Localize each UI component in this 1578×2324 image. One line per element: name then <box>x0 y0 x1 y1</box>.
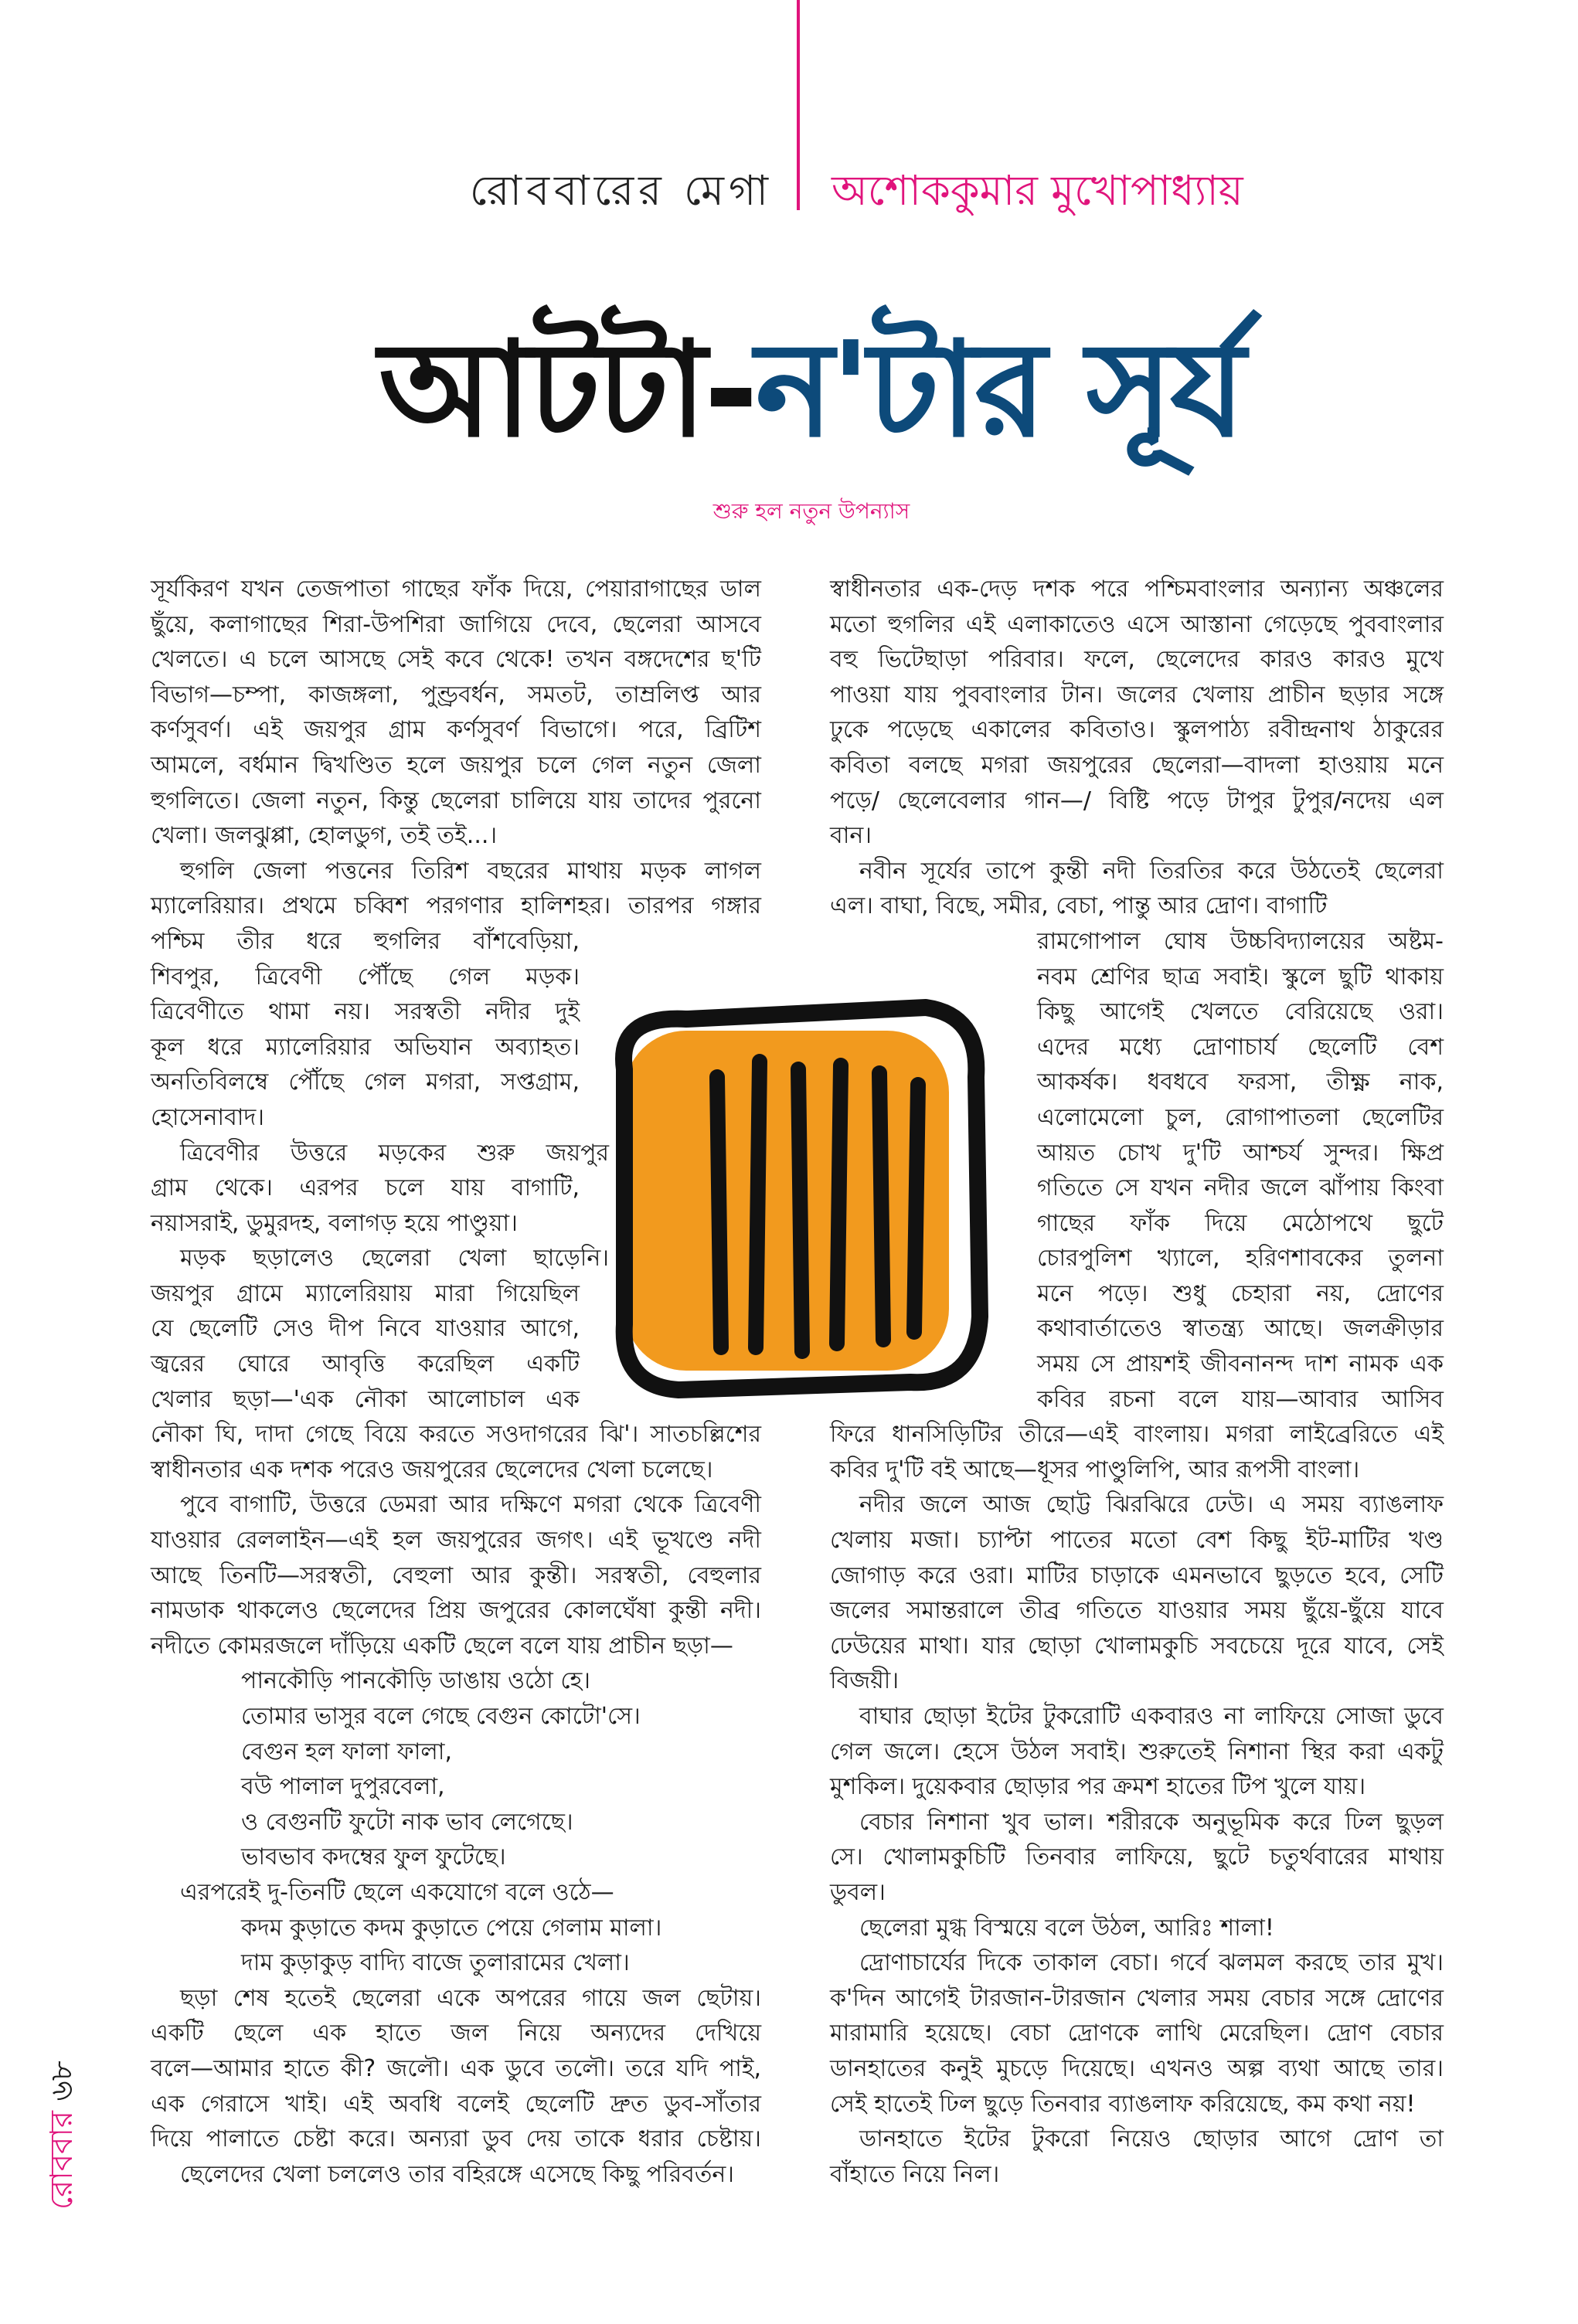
text-line: এক গেরাসে খাই। এই অবধি বলেই ছেলেটি দ্রুত ডুব-সাঁতার <box>151 2090 761 2118</box>
text-line: খেলায় মজা। চ্যাপ্টা পাতের মতো বেশ কিছু ইট-মাটির খণ্ড <box>830 1527 1444 1554</box>
text-line: কূল ধরে ম্যালেরিয়ার অভিযান অব্যাহত। <box>151 1033 580 1061</box>
verse-line: তোমার ভাসুর বলে গেছে বেগুন কোটো'সে। <box>241 1703 641 1730</box>
text-line: চোরপুলিশ খ্যালে, হরিণশাবকের তুলনা <box>1037 1245 1444 1272</box>
text-line: ঢুকে পড়েছে একালের কবিতাও। স্কুলপাঠ্য রবীন্দ্রনাথ ঠাকুরের <box>830 716 1444 744</box>
text-line: দিয়ে পালাতে চেষ্টা করে। অন্যরা ডুব দেয় তাকে ধরার চেষ্টায়। <box>151 2125 761 2153</box>
text-line: ঢেউয়ের মাথা। যার ছোড়া খোলামকুচি সবচেয়ে দূরে যাবে, সেই <box>830 1632 1444 1660</box>
text-line: সময় সে প্রায়শই জীবনানন্দ দাশ নামক এক <box>1037 1351 1444 1378</box>
text-line: এলোমেলো চুল, রোগাপাতলা ছেলেটির <box>1037 1103 1444 1131</box>
text-line: গতিতে সে যখন নদীর জলে ঝাঁপায় কিংবা <box>1037 1174 1444 1202</box>
text-line: নয়াসরাই, ডুমুরদহ, বলাগড় হয়ে পাণ্ডুয়া। <box>151 1209 518 1237</box>
text-line: এল। বাঘা, বিছে, সমীর, বেচা, পান্তু আর দ্রোণ। বাগাটি <box>830 892 1328 920</box>
author-name: অশোককুমার মুখোপাধ্যায় <box>832 166 1243 215</box>
text-line: বিজয়ী। <box>830 1667 900 1695</box>
text-line: ম্যালেরিয়ার। প্রথমে চব্বিশ পরগণার হালিশহর। তারপর গঙ্গার <box>151 892 761 920</box>
text-line: রামগোপাল ঘোষ উচ্চবিদ্যালয়ের অষ্টম- <box>1037 927 1444 955</box>
text-line: জ্বরের ঘোরে আবৃত্তি করেছিল একটি <box>151 1351 580 1378</box>
magazine-name: রোববার <box>44 2111 80 2210</box>
text-line: বহু ভিটেছাড়া পরিবার। ফলে, ছেলেদের কারও কারও মুখে <box>830 646 1444 674</box>
text-line: কবির দু'টি বই আছে—ধূসর পাণ্ডুলিপি, আর রূপসী বাংলা। <box>830 1456 1360 1483</box>
text-line: কবিতা বলছে মগরা জয়পুরের ছেলেরা—বাদলা হাওয়ায় মনে <box>830 751 1444 779</box>
section-label: রোববারের মেগা <box>469 166 773 215</box>
text-line: খেলতে। এ চলে আসছে সেই কবে থেকে! তখন বঙ্গদেশের ছ'টি <box>151 646 761 674</box>
text-line: ডুবল। <box>830 1878 886 1906</box>
header-divider <box>797 0 800 210</box>
text-line: মতো হুগলির এই এলাকাতেও এসে আস্তানা গেড়েছে পুববাংলার <box>830 610 1444 638</box>
text-line: বিভাগ—চম্পা, কাজঙ্গলা, পুণ্ড্রবর্ধন, সমতট, তাম্রলিপ্ত আর <box>151 681 761 708</box>
text-line: আছে তিনটি—সরস্বতী, বেহুলা আর কুন্তী। সরস্বতী, বেহুলার <box>151 1561 761 1589</box>
title-part-1: আটটা- <box>379 314 756 467</box>
text-line: ক'দিন আগেই টারজান-টারজান খেলার সময় বেচার সঙ্গে দ্রোণের <box>830 1984 1444 2012</box>
text-line: নবম শ্রেণির ছাত্র সবাই। স্কুলে ছুটি থাকায় <box>1037 963 1444 990</box>
text-line: মড়ক ছড়ালেও ছেলেরা খেলা ছাড়েনি। <box>180 1245 609 1272</box>
text-line: আকর্ষক। ধবধবে ফরসা, তীক্ষ্ণ নাক, <box>1037 1069 1444 1096</box>
text-line: এদের মধ্যে দ্রোণাচার্য ছেলেটি বেশ <box>1037 1033 1444 1061</box>
text-line: জলের সমান্তরালে তীব্র গতিতে যাওয়ার সময় ছুঁয়ে-ছুঁয়ে যাবে <box>830 1597 1444 1625</box>
text-line: বাঘার ছোড়া ইটের টুকরোটি একবারও না লাফিয়ে সোজা ডুবে <box>859 1703 1444 1730</box>
verse-line: কদম কুড়াতে কদম কুড়াতে পেয়ে গেলাম মালা। <box>241 1914 662 1942</box>
text-line: দ্রোণাচার্যের দিকে তাকাল বেচা। গর্বে ঝলমল করছে তার মুখ। <box>859 1949 1444 1977</box>
story-title <box>379 294 1260 487</box>
text-line: সূর্যকিরণ যখন তেজপাতা গাছের ফাঁক দিয়ে, পেয়ারাগাছের ডাল <box>151 576 761 603</box>
text-line: মুশকিল। দুয়েকবার ছোড়ার পর ক্রমশ হাতের টিপ খুলে যায়। <box>830 1773 1366 1801</box>
text-line: নদীর জলে আজ ছোট্ট ঝিরঝিরে ঢেউ। এ সময় ব্যাঙলাফ <box>859 1491 1444 1519</box>
text-line: ছেলেরা মুগ্ধ বিস্ময়ে বলে উঠল, আরিঃ শালা! <box>859 1914 1274 1942</box>
text-line: বাঁহাতে নিয়ে নিল। <box>830 2160 1000 2188</box>
text-line: কিছু আগেই খেলতে বেরিয়েছে ওরা। <box>1037 998 1444 1026</box>
text-line: বেচার নিশানা খুব ভাল। শরীরকে অনুভূমিক করে ঢিল ছুড়ল <box>859 1808 1444 1836</box>
text-line: গেল জলে। হেসে উঠল সবাই। শুরুতেই নিশানা স্থির করা একটু <box>830 1738 1444 1765</box>
text-line: জোগাড় করে ওরা। মাটির চাড়াকে এমনভাবে ছুড়তে হবে, সেটি <box>830 1561 1444 1589</box>
text-line: নবীন সূর্যের তাপে কুন্তী নদী তিরতির করে উঠতেই ছেলেরা <box>859 857 1444 885</box>
text-line: একটি ছেলে এক হাতে জল নিয়ে অন্যদের দেখিয়ে <box>151 2020 761 2047</box>
text-line: মনে পড়ে। শুধু চেহারা নয়, দ্রোণের <box>1037 1279 1444 1307</box>
text-line: এরপরেই দু-তিনটি ছেলে একযোগে বলে ওঠে— <box>180 1878 614 1906</box>
verse-line: বেগুন হল ফালা ফালা, <box>241 1738 452 1765</box>
text-line: যাওয়ার রেললাইন—এই হল জয়পুরের জগৎ। এই ভূখণ্ডে নদী <box>151 1527 761 1554</box>
text-line: সে। খোলামকুচিটি তিনবার লাফিয়ে, ছুটে চতুর্থবারের মাথায় <box>830 1843 1444 1871</box>
text-line: খেলা। জলঝুপ্পা, হোলডুগ, তই তই...। <box>151 822 498 850</box>
verse-line: দাম কুড়াকুড় বাদ্যি বাজে তুলারামের খেলা। <box>241 1949 630 1977</box>
page-folio <box>39 2024 85 2210</box>
text-line: ডানহাতের কনুই মুচড়ে দিয়েছে। এখনও অল্প ব্যথা আছে তার। <box>830 2054 1444 2082</box>
text-line: নদীতে কোমরজলে দাঁড়িয়ে একটি ছেলে বলে যায় প্রাচীন ছড়া— <box>151 1632 733 1660</box>
text-line: আয়ত চোখ দু'টি আশ্চর্য সুন্দর। ক্ষিপ্র <box>1037 1139 1444 1167</box>
text-line: শিবপুর, ত্রিবেণী পৌঁছে গেল মড়ক। <box>151 963 580 990</box>
text-line: কথাবার্তাতেও স্বাতন্ত্র্য আছে। জলক্রীড়ার <box>1037 1315 1444 1343</box>
text-line: যে ছেলেটি সেও দীপ নিবে যাওয়ার আগে, <box>151 1315 580 1343</box>
verse-line: বউ পালাল দুপুরবেলা, <box>241 1773 445 1801</box>
text-line: হুগলি জেলা পত্তনের তিরিশ বছরের মাথায় মড়ক লাগল <box>180 857 761 885</box>
text-line: স্বাধীনতার এক দশক পরেও জয়পুরের ছেলেদের খেলা চলেছে। <box>151 1456 713 1483</box>
text-line: পশ্চিম তীর ধরে হুগলির বাঁশবেড়িয়া, <box>151 927 580 955</box>
text-line: সেই হাতেই ঢিল ছুড়ে তিনবার ব্যাঙলাফ করিয়েছে, কম কথা নয়! <box>830 2090 1416 2118</box>
text-line: বান। <box>830 822 872 850</box>
text-line: বলে—আমার হাতে কী? জলৌ। এক ডুবে তলৌ। তরে যদি পাই, <box>151 2054 761 2082</box>
text-line: অনতিবিলম্বে পৌঁছে গেল মগরা, সপ্তগ্রাম, <box>151 1069 580 1096</box>
text-line: ছেলেদের খেলা চললেও তার বহিরঙ্গে এসেছে কিছু পরিবর্তন। <box>180 2160 734 2188</box>
text-line: কবির রচনা বলে যায়—আবার আসিব <box>1037 1385 1444 1413</box>
text-line: হোসেনাবাদ। <box>151 1103 264 1131</box>
text-line: হুগলিতে। জেলা নতুন, কিন্তু ছেলেরা চালিয়ে যায় তাদের পুরনো <box>151 787 761 814</box>
text-line: নৌকা ঘি, দাদা গেছে বিয়ে করতে সওদাগরের ঝি'। সাতচল্লিশের <box>151 1421 761 1449</box>
text-line: গ্রাম থেকে। এরপর চলে যায় বাগাটি, <box>151 1174 580 1202</box>
illustration-fill <box>624 1031 949 1371</box>
verse-line: ও বেগুনটি ফুটো নাক ভাব লেগেছে। <box>241 1808 573 1836</box>
text-line: ডানহাতে ইটের টুকরো নিয়েও ছোড়ার আগে দ্রোণ তা <box>859 2125 1444 2153</box>
verse-line: পানকৌড়ি পানকৌড়ি ডাঙায় ওঠো হে। <box>241 1667 591 1695</box>
verse-line: ভাবভাব কদম্বের ফুল ফুটেছে। <box>241 1843 506 1871</box>
subtitle: শুরু হল নতুন উপন্যাস <box>712 498 910 524</box>
text-line: পাওয়া যায় পুববাংলার টান। জলের খেলায় প্রাচীন ছড়ার সঙ্গে <box>830 681 1444 708</box>
illustration-barred-box <box>593 984 1003 1421</box>
text-line: জয়পুর গ্রামে ম্যালেরিয়ায় মারা গিয়েছিল <box>151 1279 580 1307</box>
text-line: ছড়া শেষ হতেই ছেলেরা একে অপরের গায়ে জল ছেটায়। <box>180 1984 761 2012</box>
page-number: ৬৮ <box>44 2061 80 2101</box>
text-line: মারামারি হয়েছে। বেচা দ্রোণকে লাথি মেরেছিল। দ্রোণ বেচার <box>830 2020 1444 2047</box>
text-line: স্বাধীনতার এক-দেড় দশক পরে পশ্চিমবাংলার অন্যান্য অঞ্চলের <box>830 576 1444 603</box>
text-line: আমলে, বর্ধমান দ্বিখণ্ডিত হলে জয়পুর চলে গেল নতুন জেলা <box>151 751 761 779</box>
text-line: ফিরে ধানসিড়িটির তীরে—এই বাংলায়। মগরা লাইব্রেরিতে এই <box>830 1421 1444 1449</box>
text-line: ত্রিবেণীর উত্তরে মড়কের শুরু জয়পুর <box>180 1139 609 1167</box>
text-line: কর্ণসুবর্ণ। এই জয়পুর গ্রাম কর্ণসুবর্ণ বিভাগে। পরে, ব্রিটিশ <box>151 716 761 744</box>
text-line: ছুঁয়ে, কলাগাছের শিরা-উপশিরা জাগিয়ে দেবে, ছেলেরা আসবে <box>151 610 761 638</box>
text-line: ত্রিবেণীতে থামা নয়। সরস্বতী নদীর দুই <box>151 998 580 1026</box>
title-part-2: ন'টার সূর্য <box>755 314 1243 467</box>
text-line: খেলার ছড়া—'এক নৌকা আলোচাল এক <box>151 1385 580 1413</box>
text-line: পড়ে/ ছেলেবেলার গান—/ বিষ্টি পড়ে টাপুর টুপুর/নদেয় এল <box>830 787 1444 814</box>
text-line: গাছের ফাঁক দিয়ে মেঠোপথে ছুটে <box>1037 1209 1444 1237</box>
text-line: পুবে বাগাটি, উত্তরে ডেমরা আর দক্ষিণে মগরা থেকে ত্রিবেণী <box>180 1491 761 1519</box>
text-line: নামডাক থাকলেও ছেলেদের প্রিয় জপুরের কোলঘেঁষা কুন্তী নদী। <box>151 1597 761 1625</box>
